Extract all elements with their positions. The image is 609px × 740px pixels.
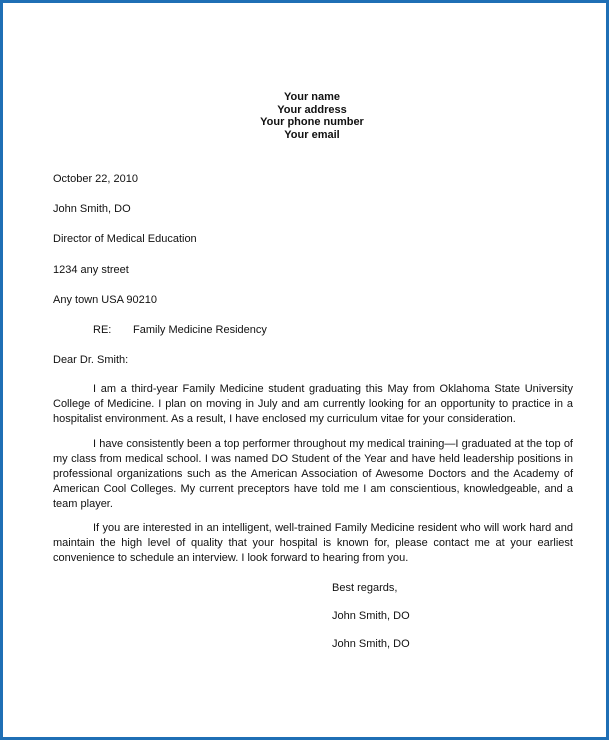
printed-name: John Smith, DO [332,638,410,650]
signature: John Smith, DO [332,610,410,622]
body-paragraph-3: If you are interested in an intelligent, well-trained Family Medicine resident who will work hard and maintain the high level of quality that your hospital is known for, please contact me at your earliest convenience to schedule an interview. I look forward to hearing from you. [53,522,573,564]
letter-date: October 22, 2010 [53,173,139,185]
sender-header [53,91,571,142]
sender-name: Your name [283,91,341,103]
recipient-street: 1234 any street [53,264,129,276]
salutation: Dear Dr. Smith: [53,354,129,366]
subject-text: Family Medicine Residency [133,324,267,336]
sender-address: Your address [277,103,347,116]
recipient-title: Director of Medical Education [53,233,197,245]
body-paragraph-1: I am a third-year Family Medicine student graduating this May from Oklahoma State University College of Medicine. I plan on moving in July and am currently looking for an opportunity to practice in a hospitalist environment. As a result, I have enclosed my curriculum vitae for your consideration. [53,383,573,425]
body-paragraph-2: I have consistently been a top performer throughout my medical training—I graduated at the top of my class from medical school. I was named DO Student of the Year and have held leadership positions in professional organizations such as the American Association of Awesome Doctors and the Academy of American Cool Colleges. My current preceptors have told me I am conscientious, knowledgeable, and a team player. [53,438,573,510]
subject-line [93,323,267,337]
recipient-name: John Smith, DO [53,203,131,215]
sender-phone: Your phone number [260,116,364,129]
recipient-city: Any town USA 90210 [53,294,157,306]
subject-label: RE: [93,324,112,336]
sender-email: Your email [284,129,340,142]
sign-off: Best regards, [332,582,398,594]
